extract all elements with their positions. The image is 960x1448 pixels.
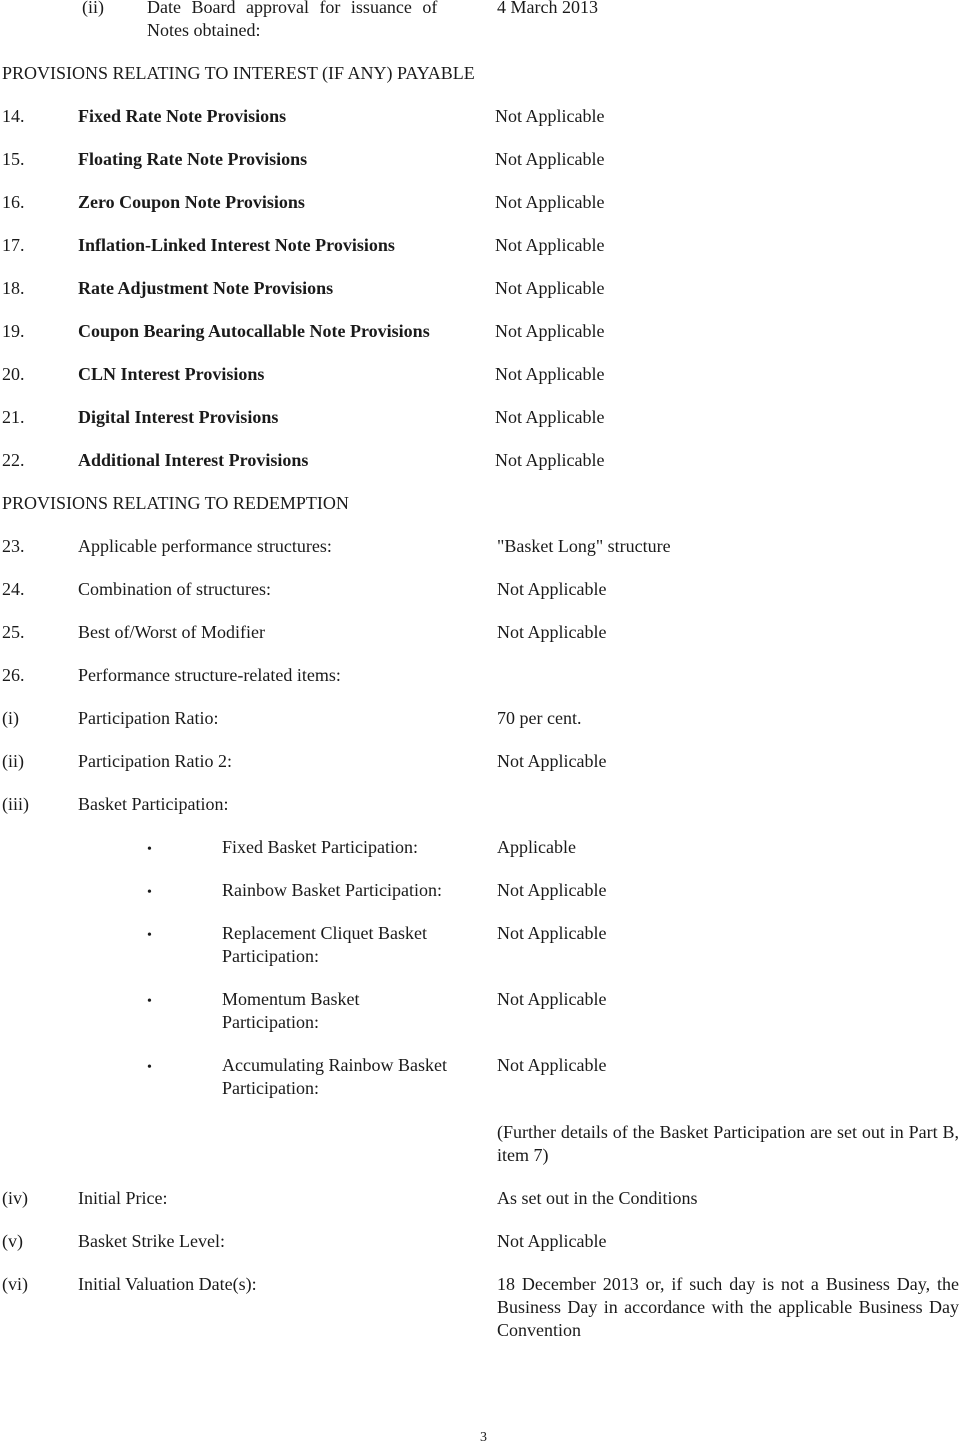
item-value: Not Applicable — [497, 579, 607, 599]
bullet-label-continued: Participation: — [222, 1078, 319, 1098]
item-number: 14. — [2, 106, 25, 126]
item-label: Additional Interest Provisions — [78, 450, 309, 470]
item-label: Fixed Rate Note Provisions — [78, 106, 287, 126]
item-number: 20. — [2, 364, 25, 384]
item-number: 25. — [2, 622, 25, 642]
bullet-value: Not Applicable — [497, 923, 607, 943]
bullet-value: Applicable — [497, 837, 576, 857]
sub-item-label: Initial Valuation Date(s): — [78, 1274, 257, 1294]
bullet-label-continued: Participation: — [222, 1012, 319, 1032]
section-heading-redemption: PROVISIONS RELATING TO REDEMPTION — [2, 493, 349, 513]
item-label: Combination of structures: — [78, 579, 271, 599]
sub-item-label: Basket Participation: — [78, 794, 229, 814]
item-value: Not Applicable — [495, 321, 605, 341]
bullet-label: Momentum Basket — [222, 989, 360, 1009]
item-value: Not Applicable — [497, 622, 607, 642]
sub-item-number: (v) — [2, 1231, 23, 1251]
sub-item-value: 70 per cent. — [497, 708, 582, 728]
item-number: 16. — [2, 192, 25, 212]
item-label: Zero Coupon Note Provisions — [78, 192, 305, 212]
sub-item-value: As set out in the Conditions — [497, 1188, 698, 1208]
item-number: 19. — [2, 321, 25, 341]
sub-item-label: Participation Ratio 2: — [78, 751, 232, 771]
bullet-label: Rainbow Basket Participation: — [222, 880, 442, 900]
item-label: CLN Interest Provisions — [78, 364, 265, 384]
sub-item-value: 18 December 2013 or, if such day is not a Business Day, the Business Day in accordance with the applicable Business Day Convention — [497, 1274, 959, 1340]
item-value: Not Applicable — [495, 149, 605, 169]
bullet-label: Fixed Basket Participation: — [222, 837, 418, 857]
item-label: Floating Rate Note Provisions — [78, 149, 308, 169]
bullet-icon: • — [147, 1060, 152, 1075]
item-number: 18. — [2, 278, 25, 298]
item-number: 17. — [2, 235, 25, 255]
bullet-value: Not Applicable — [497, 880, 607, 900]
sub-item-label: Basket Strike Level: — [78, 1231, 225, 1251]
item-value: Not Applicable — [495, 192, 605, 212]
bullet-label-continued: Participation: — [222, 946, 319, 966]
sub-item-label: Initial Price: — [78, 1188, 168, 1208]
bullet-label: Accumulating Rainbow Basket — [222, 1055, 447, 1075]
bullet-icon: • — [147, 928, 152, 943]
item-label: Coupon Bearing Autocallable Note Provisions — [78, 321, 430, 341]
bullet-value: Not Applicable — [497, 989, 607, 1009]
item-label: Performance structure-related items: — [78, 665, 341, 685]
sub-item-value: Not Applicable — [497, 1231, 607, 1251]
section-heading-interest: PROVISIONS RELATING TO INTEREST (IF ANY) PAYABLE — [2, 63, 475, 83]
bullet-label: Replacement Cliquet Basket — [222, 923, 427, 943]
item-value: Not Applicable — [495, 106, 605, 126]
sub-item-number: (ii) — [2, 751, 24, 771]
bullet-icon: • — [147, 842, 152, 857]
item-label: Digital Interest Provisions — [78, 407, 279, 427]
item-label: Rate Adjustment Note Provisions — [78, 278, 334, 298]
bullet-icon: • — [147, 885, 152, 900]
sub-item-number: (i) — [2, 708, 19, 728]
item-value: 4 March 2013 — [497, 0, 598, 17]
item-number: 23. — [2, 536, 25, 556]
bullet-icon: • — [147, 994, 152, 1009]
sub-item-value: Not Applicable — [497, 751, 607, 771]
item-number: 15. — [2, 149, 25, 169]
page-number: 3 — [480, 1430, 487, 1445]
sub-item-number: (vi) — [2, 1274, 28, 1294]
item-number: 21. — [2, 407, 25, 427]
item-value: Not Applicable — [495, 278, 605, 298]
item-number: 22. — [2, 450, 25, 470]
item-number: 24. — [2, 579, 25, 599]
sub-item-number: (iii) — [2, 794, 29, 814]
item-value: "Basket Long" structure — [497, 536, 671, 556]
item-value: Not Applicable — [495, 235, 605, 255]
sub-item-number: (iv) — [2, 1188, 28, 1208]
item-label: Applicable performance structures: — [78, 536, 332, 556]
sub-item-label: Participation Ratio: — [78, 708, 219, 728]
item-label: Date Board approval for issuance of — [147, 0, 438, 17]
item-label-continued: Notes obtained: — [147, 20, 261, 40]
item-value: Not Applicable — [495, 364, 605, 384]
item-value: Not Applicable — [495, 450, 605, 470]
bullet-value: Not Applicable — [497, 1055, 607, 1075]
item-number: 26. — [2, 665, 25, 685]
further-details-note: (Further details of the Basket Participation are set out in Part B, item 7) — [497, 1122, 959, 1165]
item-value: Not Applicable — [495, 407, 605, 427]
item-label: Best of/Worst of Modifier — [78, 622, 266, 642]
item-label: Inflation-Linked Interest Note Provisions — [78, 235, 395, 255]
item-number: (ii) — [82, 0, 104, 17]
